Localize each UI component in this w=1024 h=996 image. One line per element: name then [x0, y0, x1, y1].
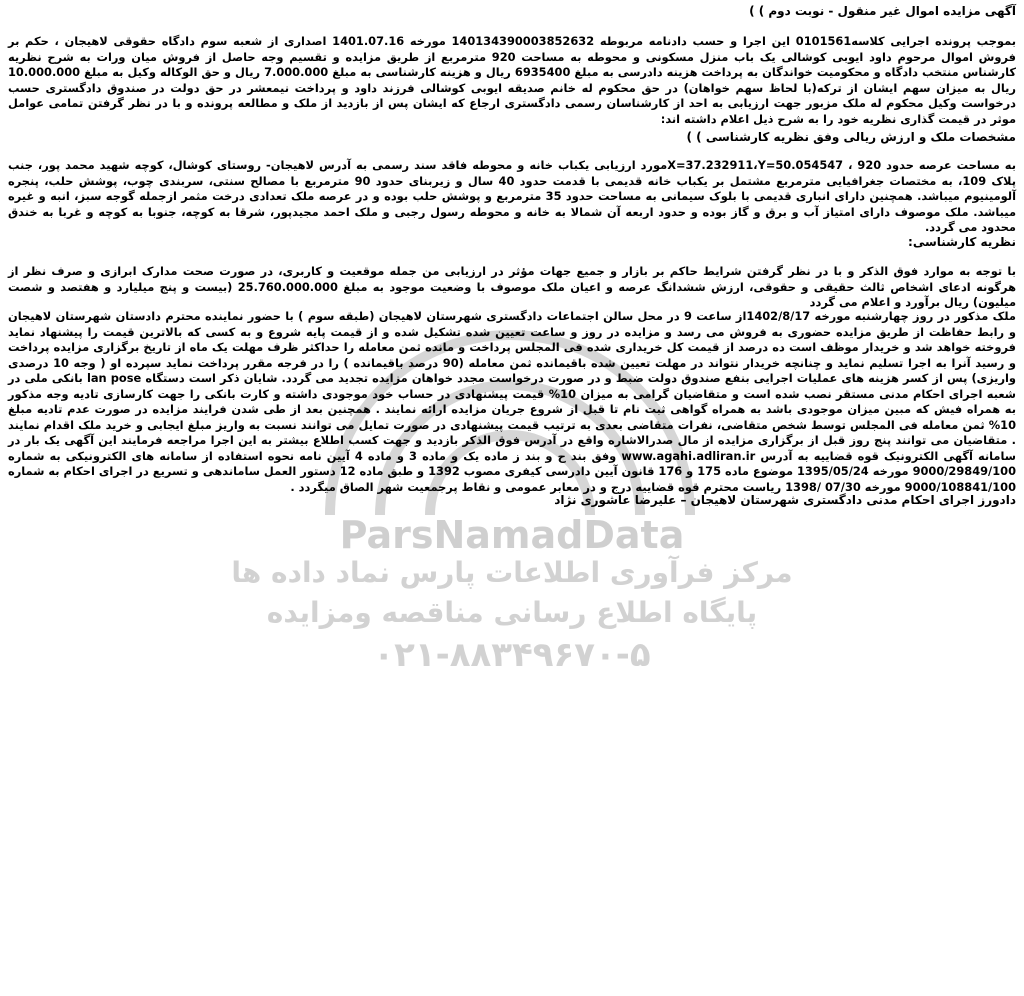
- watermark-brand: ParsNamadData: [339, 513, 685, 557]
- specs-paragraph: به مساحت عرصه حدود 920 ، X=37.232911،Y=50.054547مورد ارزیابی یکباب خانه و محوطه فاقد سند رسمی به آدرس لاهیجان- روستای کوشال، کوچه شهید محمد پور، جنب پلاک 109، به مختصات جغرافیایی مترمربع مشتمل بر یکباب خانه قدیمی با قدمت حدود 40 سال و زیربنای حدود 90 مترمربع با مصالح سنتی، سربندی چوب، پوشش حلب، پنجره آلومینیوم میباشد. همچنین دارای انباری قدیمی با بلوک سیمانی به مساحت حدود 35 مترمربع و پوشش حلب بوده و در عرصه ملک تعدادی درخت مثمر ازجمله گوجه سبز، انبه و غیره میباشد. ملک موصوف دارای امتیاز آب و برق و گاز بوده و حدود اربعه آن شمالا به خانه و محوطه رسول رجبی و ملک احمد مجیدپور، شرقا به کوچه، جنوبا به کوچه و غربا به خندق محدود می گردد.: [8, 158, 1016, 234]
- specs-heading: مشخصات ملک و ارزش ریالی وفق نظریه کارشناسی ) ): [686, 130, 1016, 144]
- opinion-paragraph: با توجه به موارد فوق الذکر و با در نظر گرفتن شرایط حاکم بر بازار و جمیع جهات مؤثر در ارزیابی من جمله موقعیت و کاربری، در صورت صحت مدارک ابرازی و صرف نظر از هرگونه ادعای اشخاص ثالث حقیقی و حقوقی، ارزش ششدانگ عرصه و اعیان ملک موصوف با وضعیت موجود به مبلغ 25.760.000.000 (بیست و پنج میلیارد و هفتصد و شصت میلیون) ریال برآورد و اعلام می گردد: [8, 264, 1017, 309]
- watermark-line2: پایگاه اطلاع رسانی مناقصه ومزایده: [266, 596, 758, 629]
- notice-title: آگهی مزایده اموال غیر منقول - نوبت دوم ) ): [749, 4, 1016, 18]
- watermark-line1: مرکز فرآوری اطلاعات پارس نماد داده ها: [231, 556, 793, 589]
- signature: دادورز اجرای احکام مدنی دادگستری شهرستان لاهیجان – علیرضا عاشوری نژاد: [554, 493, 1016, 507]
- auction-paragraph: ملک مذکور در روز چهارشنبه مورخه 1402/8/17از ساعت 9 در محل سالن اجتماعات دادگستری شهرستان لاهیجان (طبقه سوم ) با حضور نماینده محترم دادستان شهرستان لاهیجان و رابط حفاظت از طریق مزایده حضوری به فروش می رسد و مزایده در روز و ساعت تعیین شده تشکیل شده و از قیمت پایه شروع و به کسی که بالاترین قیمت را پیشنهاد نماید فروخته خواهد شد و خریدار موظف است ده درصد از قیمت کل خریداری شده فی المجلس پرداخت و مانده ثمن معامله را حداکثر ظرف مهلت یک ماه از تاریخ برگزاری مزایده پرداخت و رسید آنرا به اجرا تسلیم نماید و چنانچه خریدار نتواند در مهلت تعیین شده باقیمانده ثمن معامله (90 درصد باقیمانده ) را در فرجه مقرر پرداخت نماید سپرده او ( وجه 10 درصدی واریزی) پس از کسر هزینه های عملیات اجرایی بنفع صندوق دولت ضبط و در صورت درخواست مجدد خواهان مزایده تجدید می گردد. شایان ذکر است دستگاه lan pose بانکی ملی در شعبه اجرای احکام مدنی مستقر نصب شده است و متقاضیان گرامی به میزان 10% قیمت پیشنهادی در حساب خود موجودی داشته و کارت بانکی را جهت کارسازی تادیه وجه مذکور به همراه فیش که مبین میزان موجودی باشد به همراه گواهی ثبت نام تا قبل از شروع جریان مزایده ارائه نمایند . همچنین بعد از طی شدن فرایند مزایده در صورت عدم تادیه مبلغ 10% ثمن معامله فی المجلس توسط شخص متقاضی، نفرات متقاضی بعدی به ترتیب قیمت پیشنهادی در صورت تمایل می توانند نسبت به واریز مبلغ ایجابی و خرید ملک اقدام نمایند . متقاضیان می توانند پنج روز قبل از برگزاری مزایده از مال صدرالاشاره واقع در آدرس فوق الذکر بازدید و جهت کسب اطلاع بیشتر به این اجرا مراجعه فرمایند این آگهی یک بار در سامانه آگهی الکترونیک قوه قضاییه به آدرس www.agahi.adliran.ir وفق بند ح و بند ز ماده یک و ماده 3 و ماده 4 آیین نامه نحوه استفاده از سامانه های الکترونیکی به شماره 9000/29849/100 مورخه 1395/05/24 موضوع ماده 175 و 176 قانون آیین دادرسی کیفری مصوب 1392 و طبق ماده 12 دستور العمل ساماندهی و تسریع در اجرای احکام به شماره 9000/108841/100 مورخه 07/30 /1398 ریاست محترم قوه قضاییه درج و در معابر عمومی و نقاط پرجمعیت شهر الصاق میگردد .: [8, 309, 1016, 494]
- watermark-phone: ۰۲۱-۸۸۳۴۹۶۷۰-۵: [373, 635, 651, 675]
- opinion-heading: نظریه کارشناسی:: [908, 235, 1016, 249]
- intro-paragraph: بموجب پرونده اجرایی کلاسه0101561 این اجرا و حسب دادنامه مربوطه 140134390003852632 مورخه 1401.07.16 اصداری از شعبه سوم دادگاه حقوقی لاهیجان ، حکم بر فروش اموال مرحوم داود ایوبی کوشالی یک باب منزل مسکونی و محوطه به مساحت 920 مترمربع از طریق مزایده و تقسیم وجه حاصل از فروش میان ورات به شرح نظریه کارشناس منتخب دادگاه و محکومیت خواندگان به پرداخت هزینه دادرسی به مبلغ 6935400 ریال و هزینه کارشناسی به مبلغ 7.000.000 ریال و حق الوکاله وکیل به مبلغ 10.000.000 ریال به میزان سهم ایشان از ترکه(با لحاظ سهم خواهان) در حق محکوم له خانم صدیقه ایوبی کوشالی فرزند داود و پرداخت نیمعشر در حق دولت در صندوق دادگستری حسب درخواست وکیل محکوم له ملک مزبور جهت ارزیابی به احد از کارشناسان رسمی دادگستری ارجاع که ایشان پس از بازدید از ملک و مطالعه پرونده و با در نظر گرفتن تمامی عوامل موثر در قیمت گذاری نظریه خود را به شرح ذیل اعلام داشته اند:: [8, 34, 1016, 126]
